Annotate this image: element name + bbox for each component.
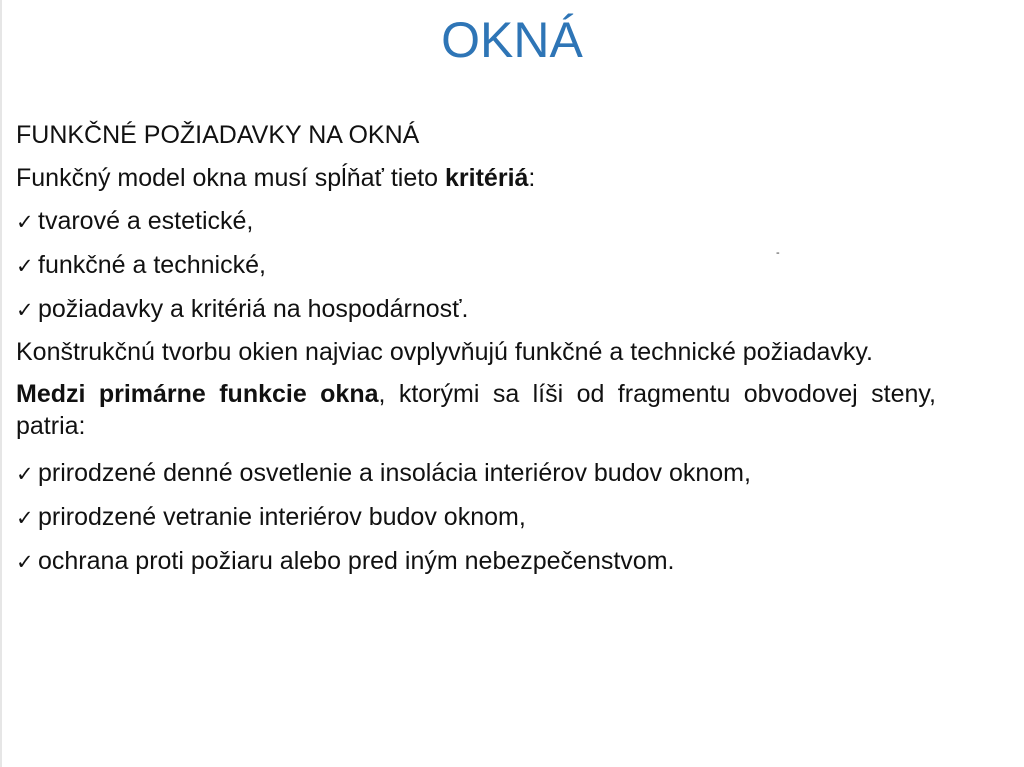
slide-title: OKNÁ xyxy=(441,12,583,68)
intro-end: : xyxy=(528,164,536,192)
checkmark-icon: ✓ xyxy=(16,254,34,278)
intro-bold: kritériá xyxy=(445,164,529,192)
function-item xyxy=(16,496,936,540)
intro-text: Funkčný model okna musí spĺňať tieto xyxy=(16,164,446,192)
criteria-item xyxy=(16,244,936,288)
checkmark-icon: ✓ xyxy=(16,506,34,530)
checkmark-icon: ✓ xyxy=(16,462,34,486)
checkmark-icon: ✓ xyxy=(16,550,34,574)
criteria-item-text: funkčné a technické, xyxy=(38,251,266,279)
function-item-text: prirodzené denné osvetlenie a insolácia interiérov budov oknom, xyxy=(38,459,751,487)
slide-body xyxy=(16,114,936,584)
function-item-text: ochrana proti požiaru alebo pred iným nebezpečenstvom. xyxy=(38,547,675,575)
criteria-item-text: tvarové a estetické, xyxy=(38,207,254,235)
function-item-text: prirodzené vetranie interiérov budov oknom, xyxy=(38,503,526,531)
criteria-item xyxy=(16,200,936,244)
paragraph-text: , ktorými sa líši od fragmentu obvodovej steny, patria: xyxy=(16,380,936,440)
paragraph-bold: Medzi primárne funkcie okna xyxy=(16,380,379,408)
stray-mark: - xyxy=(776,247,780,259)
slide-edge xyxy=(0,0,2,767)
checkmark-icon: ✓ xyxy=(16,298,34,322)
paragraph-construction: Konštrukčnú tvorbu okien najviac ovplyvňujú funkčné a technické požiadavky. xyxy=(16,338,873,366)
criteria-item xyxy=(16,288,936,332)
section-heading: FUNKČNÉ POŽIADAVKY NA OKNÁ xyxy=(16,121,420,149)
intro-line xyxy=(16,157,936,200)
paragraph-primary-functions xyxy=(16,378,936,442)
function-item xyxy=(16,540,936,584)
checkmark-icon: ✓ xyxy=(16,210,34,234)
function-item xyxy=(16,452,936,496)
criteria-item-text: požiadavky a kritériá na hospodárnosť. xyxy=(38,295,469,323)
